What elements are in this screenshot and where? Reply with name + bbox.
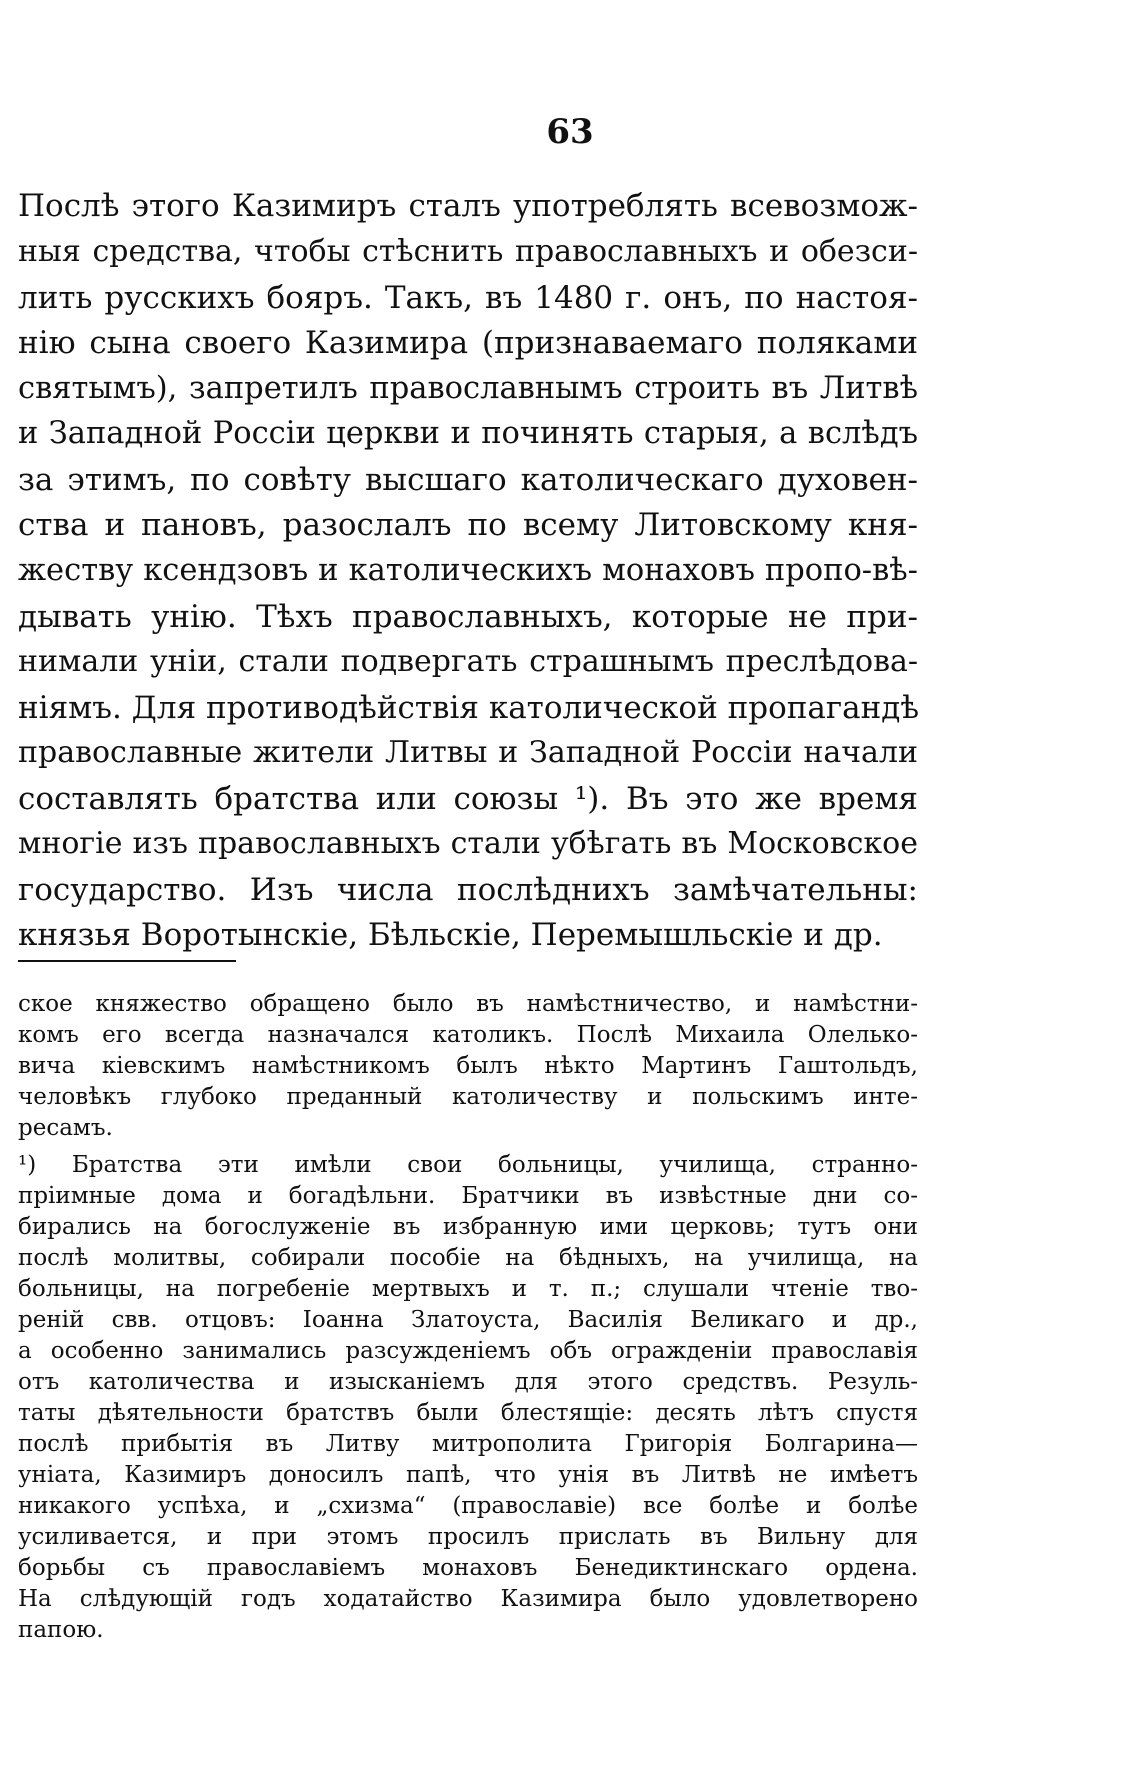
footnote-separator <box>18 960 236 962</box>
footnote-line: ресамъ. <box>18 1115 113 1141</box>
footnote-line: ¹) Братства эти имѣли свои больницы, училища, странно- <box>18 1152 918 1178</box>
footnote-line: комъ его всегда назначался католикъ. Послѣ Михаила Олелько- <box>18 1022 918 1048</box>
footnote-line: уніата, Казимиръ доносилъ папѣ, что унія въ Литвѣ не имѣетъ <box>18 1462 918 1488</box>
main-text-line: нимали уніи, стали подвергать страшнымъ преслѣдова- <box>18 644 918 679</box>
main-text-line: ніямъ. Для противодѣйствія католической пропагандѣ <box>18 690 920 726</box>
footnote-line: борьбы съ православіемъ монаховъ Бенедиктинскаго ордена. <box>18 1555 918 1581</box>
footnote-line: пріимные дома и богадѣльни. Братчики въ извѣстные дни со- <box>18 1183 918 1209</box>
footnote-line: вича кіевскимъ намѣстникомъ былъ нѣкто Мартинъ Гаштольдъ, <box>18 1053 918 1079</box>
main-text-line: нію сына своего Казимира (признаваемаго поляками <box>18 325 918 361</box>
page-number: 63 <box>546 112 594 152</box>
footnote-line: человѣкъ глубоко преданный католичеству и польскимъ инте- <box>18 1084 918 1110</box>
footnote-line: реній свв. отцовъ: Іоанна Златоуста, Василія Великаго и др., <box>18 1307 918 1333</box>
main-text-line: ныя средства, чтобы стѣснить православныхъ и обезси- <box>18 234 918 269</box>
footnote-line: никакого успѣха, и „схизма“ (православіе) все болѣе и болѣе <box>18 1493 918 1519</box>
main-text-line: святымъ), запретилъ православнымъ строить въ Литвѣ <box>18 371 918 406</box>
main-text-line: и Западной Россіи церкви и починять старыя, а вслѣдъ <box>18 416 918 451</box>
main-text-line: православные жители Литвы и Западной Россіи начали <box>18 735 918 770</box>
footnote-line: больницы, на погребеніе мертвыхъ и т. п.; слушали чтеніе тво- <box>18 1276 918 1302</box>
main-text-line: составлять братства или союзы ¹). Въ это же время <box>18 781 918 817</box>
footnote-line: папою. <box>18 1617 104 1643</box>
footnote-line: усиливается, и при этомъ просилъ прислать въ Вильну для <box>18 1524 918 1550</box>
footnote-line: послѣ молитвы, собирали пособіе на бѣдныхъ, на училища, на <box>18 1245 918 1271</box>
main-text-line: государство. Изъ числа послѣднихъ замѣчательны: <box>18 872 918 908</box>
main-text-line: многіе изъ православныхъ стали убѣгать въ Московское <box>18 826 918 861</box>
main-text-line: за этимъ, по совѣту высшаго католическаго духовен- <box>18 462 918 498</box>
footnote-line: послѣ прибытія въ Литву митрополита Григорія Болгарина— <box>18 1431 918 1457</box>
footnote-line: а особенно занимались разсужденіемъ объ огражденіи православія <box>18 1338 918 1364</box>
main-text-line: лить русскихъ бояръ. Такъ, въ 1480 г. онъ, по настоя- <box>18 280 918 316</box>
main-text-line: ства и пановъ, разослалъ по всему Литовскому кня- <box>18 507 918 543</box>
main-text-line: князья Воротынскіе, Бѣльскіе, Перемышльскіе и др. <box>18 917 883 953</box>
main-text-line: дывать унію. Тѣхъ православныхъ, которые не при- <box>18 599 918 635</box>
footnote-line: бирались на богослуженіе въ избранную ими церковь; тутъ они <box>18 1214 918 1240</box>
footnote-line: На слѣдующій годъ ходатайство Казимира было удовлетворено <box>18 1586 918 1612</box>
footnote-line: отъ католичества и изысканіемъ для этого средствъ. Резуль- <box>18 1369 918 1395</box>
main-text-line: жеству ксендзовъ и католическихъ монаховъ пропо-вѣ- <box>18 553 918 588</box>
main-text-line: Послѣ этого Казимиръ сталъ употреблять всевозмож- <box>18 188 918 224</box>
footnote-line: ское княжество обращено было въ намѣстничество, и намѣстни- <box>18 991 918 1017</box>
footnote-line: таты дѣятельности братствъ были блестящіе: десять лѣтъ спустя <box>18 1400 918 1426</box>
